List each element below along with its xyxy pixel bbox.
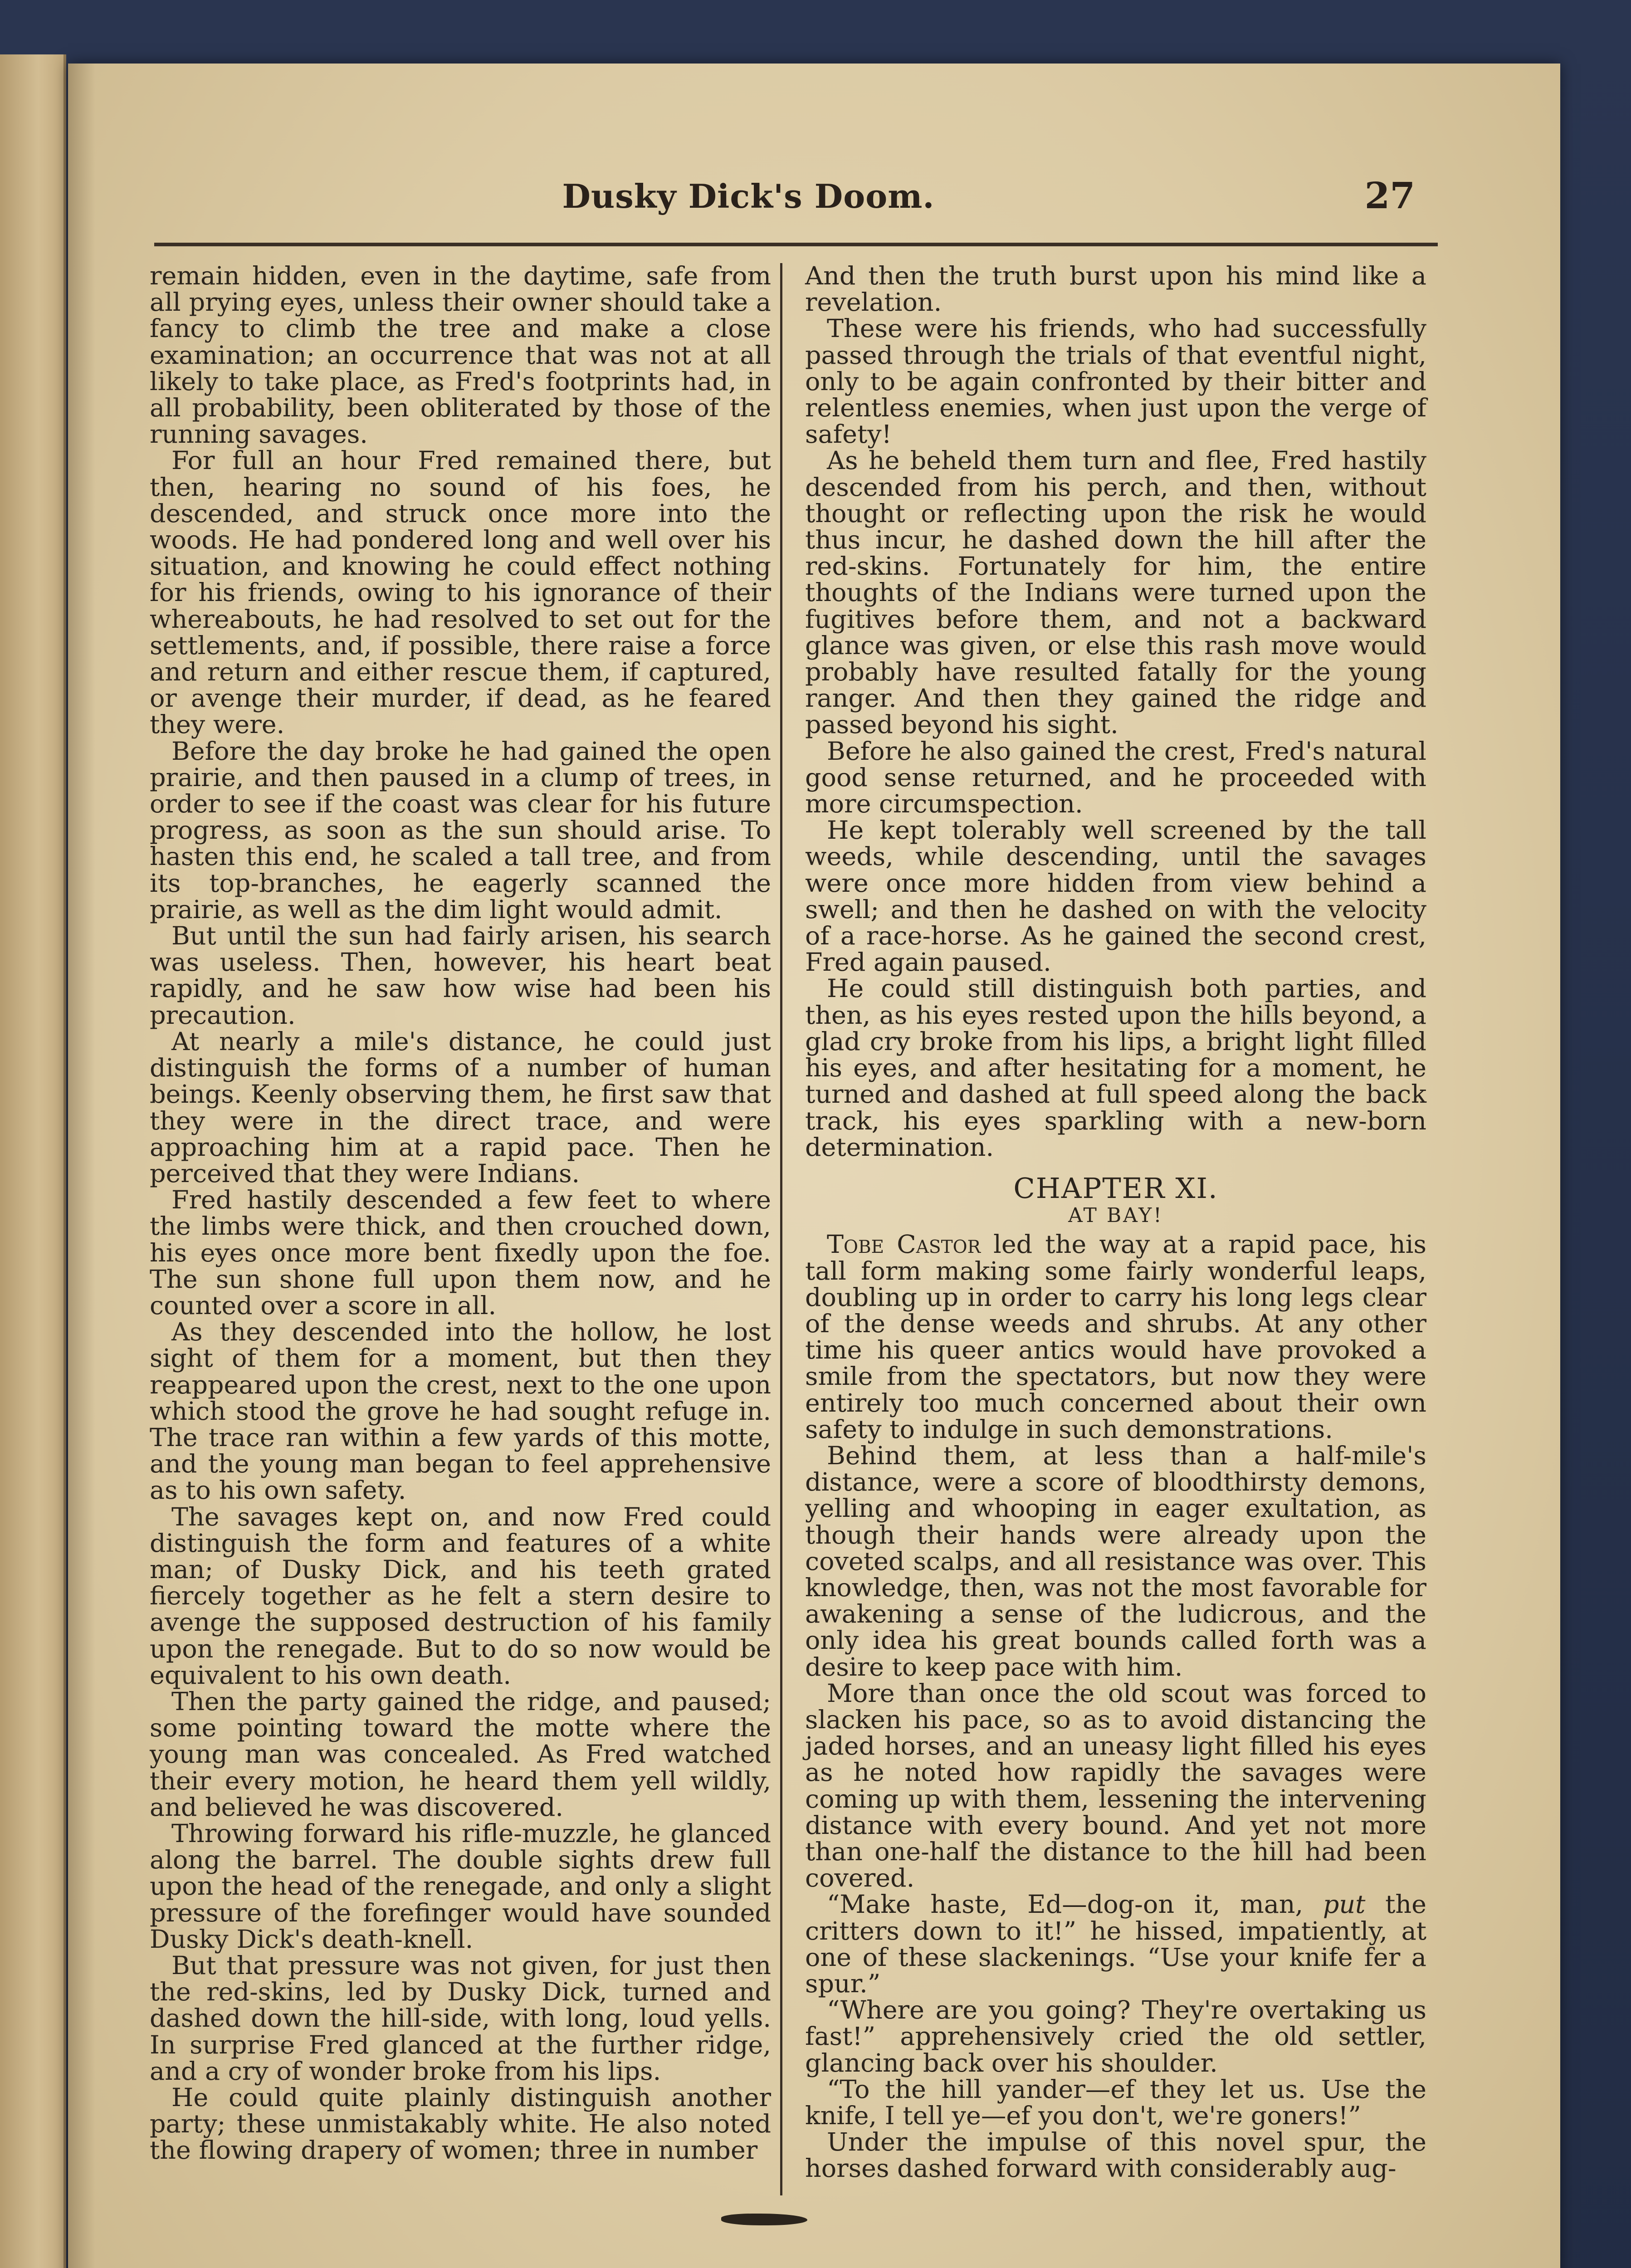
paragraph: For full an hour Fred remained there, but then, hearing no sound of his foes, he descended, and struck once more into the woods. He had pondered long and well over his situation, and knowing he could effect nothing for his friends, owing to his ignorance of their whereabouts, he had resolved to set out for the settlements, and, if possible, there raise a force and return and either rescue them, if captured, or avenge their murder, if dead, as he feared they were. xyxy=(150,446,771,740)
column-rule xyxy=(780,263,782,2195)
paragraph: Under the impulse of this novel spur, the horses dashed forward with considerably aug- xyxy=(805,2127,1426,2184)
footer-ornament xyxy=(721,2214,807,2225)
paragraph: At nearly a mile's distance, he could just distinguish the forms of a number of human beings. Keenly observing them, he first saw that they were in the direct trace, and were approaching him at a rapid pace. Then he perceived that they were Indians. xyxy=(150,1026,771,1188)
dialogue-paragraph xyxy=(805,1892,1426,1997)
paragraph: Before the day broke he had gained the open prairie, and then paused in a clump of trees, in order to see if the coast was clear for his future progress, as soon as the sun should arise. To hasten this end, he scaled a tall tree, and from its top-branches, he eagerly scanned the prairie, as well as the dim light would admit. xyxy=(150,736,771,924)
paragraph: “Where are you going? They're overtaking us fast!” apprehensively cried the old settler, glancing back over his shoulder. xyxy=(805,1995,1426,2078)
paragraph: These were his friends, who had successfully passed through the trials of that eventful night, only to be again confronted by their bitter and relentless enemies, when just upon the verge of safety! xyxy=(805,314,1426,450)
paragraph: He kept tolerably well screened by the tall weeds, while descending, until the savages were once more hidden from view behind a swell; and then he dashed on with the velocity of a race-horse. As he gained the second crest, Fred again paused. xyxy=(805,816,1426,978)
chapter-heading: CHAPTER XI. xyxy=(1013,1171,1218,1205)
paragraph: He could still distinguish both parties, and then, as his eyes rested upon the hills beyond, a glad cry broke from his lips, a bright light filled his eyes, and after hesitating for a moment, he turned and dashed at full speed along the back track, his eyes sparkling with a new-born determination. xyxy=(805,974,1426,1162)
paragraph: As he beheld them turn and flee, Fred hastily descended from his perch, and then, without thought or reflecting upon the risk he would thus incur, he dashed down the hill after the red-skins. Fortunately for him, the entire thoughts of the Indians were turned upon the fugitives before them, and not a backward glance was given, or else this rash move would probably have resulted fatally for the young ranger. And then they gained the ridge and passed beyond his sight. xyxy=(805,446,1426,740)
paragraph-text: led the way at a rapid pace, his tall form making some fairly wonderful leaps, doubling up in order to carry his long legs clear of the dense weeds and shrubs. At any other time his queer antics would have provoked a smile from the spectators, but now they were entirely too much concerned about their own safety to indulge in such demonstrations. xyxy=(805,1230,1426,1444)
right-column xyxy=(805,263,1426,2182)
left-column xyxy=(150,263,771,2164)
paragraph: But until the sun had fairly arisen, his search was useless. Then, however, his heart beat rapidly, and he saw how wise had been his precaution. xyxy=(150,921,771,1030)
book-page xyxy=(68,64,1560,2268)
header-rule xyxy=(154,243,1438,246)
paragraph: The savages kept on, and now Fred could distinguish the form and features of a white man; of Dusky Dick, and his teeth grated fiercely together as he felt a stern desire to avenge the supposed destruction of his family upon the renegade. But to do so now would be equivalent to his own death. xyxy=(150,1502,771,1690)
emphasis-word: put xyxy=(1323,1890,1366,1920)
paragraph: And then the truth burst upon his mind like a revelation. xyxy=(805,261,1426,318)
paragraph: But that pressure was not given, for just then the red-skins, led by Dusky Dick, turned and dashed down the hill-side, with long, loud yells. In surprise Fred glanced at the further ridge, and a cry of wonder broke from his lips. xyxy=(150,1951,771,2086)
gutter-shadow xyxy=(68,64,95,2268)
paragraph: Before he also gained the crest, Fred's natural good sense returned, and he proceeded with more circumspection. xyxy=(805,736,1426,819)
paragraph-text: “Make haste, Ed—dog-on it, man, xyxy=(827,1890,1323,1920)
running-head xyxy=(68,174,1560,240)
paragraph: Throwing forward his rifle-muzzle, he glanced along the barrel. The double sights drew full upon the head of the renegade, and only a slight pressure of the forefinger would have sounded Dusky Dick's death-knell. xyxy=(150,1818,771,1954)
chapter-opening-paragraph xyxy=(805,1232,1426,1443)
chapter-subtitle: AT BAY! xyxy=(1068,1204,1163,1227)
paragraph: As they descended into the hollow, he lost sight of them for a moment, but then they reappeared upon the crest, next to the one upon which stood the grove he had sought refuge in. The trace ran within a few yards of this motte, and the young man began to feel apprehensive as to his own safety. xyxy=(150,1317,771,1505)
paragraph-text: the critters down to it!” he hissed, impatiently, at one of these slackenings. “Use your knife fer a spur.” xyxy=(805,1890,1426,1999)
paragraph: Fred hastily descended a few feet to where the limbs were thick, and then crouched down, his eyes once more bent fixedly upon the foe. The sun shone full upon them now, and he counted over a score in all. xyxy=(150,1185,771,1320)
paragraph: remain hidden, even in the daytime, safe from all prying eyes, unless their owner should take a fancy to climb the tree and make a close examination; an occurrence that was not at all likely to take place, as Fred's footprints had, in all probability, been obliterated by those of the running savages. xyxy=(150,261,771,450)
paragraph: He could quite plainly distinguish another party; these unmistakably white. He also noted the flowing drapery of women; three in number xyxy=(150,2083,771,2165)
paragraph: Behind them, at less than a half-mile's distance, were a score of bloodthirsty demons, yelling and whooping in eager exultation, as though their hands were already upon the coveted scalps, and all resistance was over. This knowledge, then, was not the most favorable for awakening a sense of the ludicrous, and the only idea his great bounds called forth was a desire to keep pace with him. xyxy=(805,1441,1426,1682)
page-number: 27 xyxy=(1364,174,1415,217)
paragraph: Then the party gained the ridge, and paused; some pointing toward the motte where the young man was concealed. As Fred watched their every motion, he heard them yell wildly, and believed he was discovered. xyxy=(150,1686,771,1822)
running-title: Dusky Dick's Doom. xyxy=(562,177,935,215)
facing-page-edge xyxy=(0,54,66,2268)
paragraph: More than once the old scout was forced to slacken his pace, so as to avoid distancing the jaded horses, and an uneasy light filled his eyes as he noted how rapidly the savages were coming up with them, lessening the intervening distance with every bound. And yet not more than one-half the distance to the hill had been covered. xyxy=(805,1678,1426,1893)
small-caps-name: Tobe Castor xyxy=(827,1230,981,1260)
paragraph: “To the hill yander—ef they let us. Use the knife, I tell ye—ef you don't, we're goners!” xyxy=(805,2074,1426,2131)
